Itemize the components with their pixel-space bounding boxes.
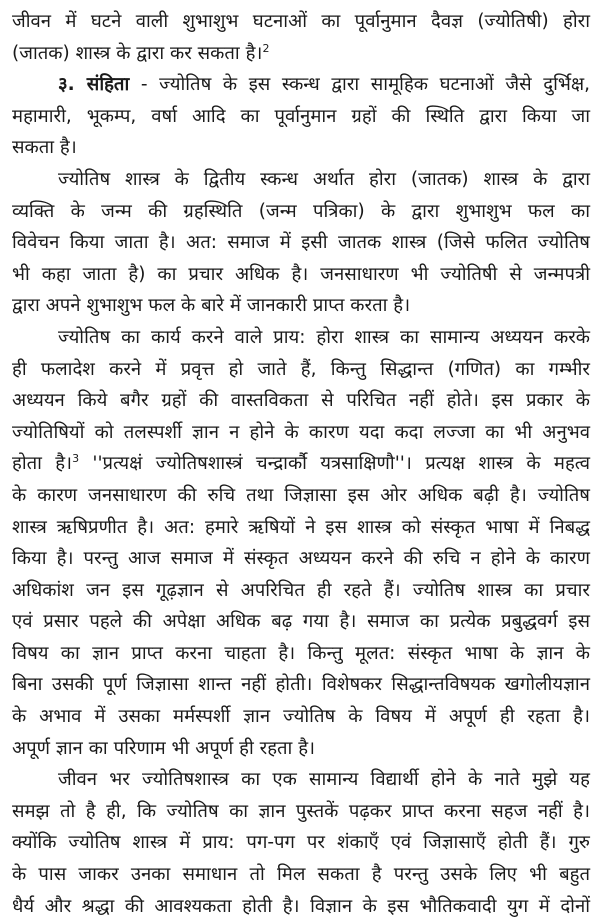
text-segment: व्यक्ति के जन्म की ग्रहस्थिति (जन्म पत्रिका) के द्वारा शुभाशुभ फल का [12, 200, 590, 222]
text-segment: अधिकांश जन इस गूढ़ज्ञान से अपरिचित ही रहते हैं। ज्योतिष शास्त्र का प्रचार [12, 579, 590, 601]
text-segment: के अभाव में उसका मर्मस्पर्शी ज्ञान ज्योतिष के विषय में अपूर्ण ही रहता है। [12, 706, 590, 728]
text-line [12, 575, 590, 607]
text-line [12, 827, 590, 859]
text-segment: जीवन में घटने वाली शुभाशुभ घटनाओं का पूर्वानुमान दैवज्ञ (ज्योतिषी) होरा [12, 11, 590, 32]
text-segment: (जातक) शास्त्र के द्वारा कर सकता है। [12, 42, 263, 64]
text-line [12, 6, 590, 38]
text-line [12, 733, 590, 765]
text-line [12, 132, 590, 164]
text-segment: विवेचन किया जाता है। अत: समाज में इसी जातक शास्त्र (जिसे फलित ज्योतिष [12, 232, 590, 254]
document-page [12, 6, 590, 922]
text-segment: ही फलादेश करने में प्रवृत्त हो जाते हैं, किन्तु सिद्धान्त (गणित) का गम्भीर [12, 358, 590, 380]
text-line [12, 859, 590, 891]
text-line [12, 322, 590, 354]
text-line [12, 764, 590, 796]
text-line [12, 512, 590, 544]
text-segment: सकता है। [12, 137, 77, 159]
text-line [12, 543, 590, 575]
text-line [12, 101, 590, 133]
text-line [12, 354, 590, 386]
text-line [12, 69, 590, 101]
section-heading: ३. संहिता [58, 74, 130, 96]
text-segment: के पास जाकर उनका समाधान तो मिल सकता है परन्तु उसके लिए भी बहुत [12, 864, 590, 886]
text-line [12, 480, 590, 512]
text-line [12, 164, 590, 196]
text-segment: द्वारा अपने शुभाशुभ फल के बारे में जानकारी प्राप्त करता है। [12, 295, 411, 317]
text-segment: अध्ययन किये बगैर ग्रहों की वास्तविकता से परिचित नहीं होते। इस प्रकार के [12, 390, 590, 412]
text-segment: विषय का ज्ञान प्राप्त करना चाहता है। किन्तु मूलत: संस्कृत भाषा के ज्ञान के [12, 642, 590, 664]
text-line [12, 701, 590, 733]
text-segment: बिना उसकी पूर्ण जिज्ञासा शान्त नहीं होती। विशेषकर सिद्धान्तविषयक खगोलीयज्ञान [12, 674, 590, 696]
text-line [12, 38, 590, 70]
text-line [12, 638, 590, 670]
text-line [12, 891, 590, 922]
text-segment: होता है। [12, 453, 73, 475]
text-line [12, 385, 590, 417]
text-line [12, 227, 590, 259]
text-segment: ज्योतिष का कार्य करने वाले प्राय: होरा शास्त्र का सामान्य अध्ययन करके [58, 326, 590, 348]
text-line [12, 196, 590, 228]
text-line [12, 448, 590, 480]
text-segment: ज्योतिष शास्त्र के द्वितीय स्कन्ध अर्थात होरा (जातक) शास्त्र के द्वारा [58, 168, 590, 190]
text-line [12, 669, 590, 701]
text-segment: अपूर्ण ज्ञान का परिणाम भी अपूर्ण ही रहता है। [12, 737, 316, 759]
text-segment: ''प्रत्यक्षं ज्योतिषशास्त्रं चन्द्रार्कौ यत्रसाक्षिणौ''। प्रत्यक्ष शास्त्र के महत्व [79, 453, 590, 475]
text-segment: समझ तो है ही, कि ज्योतिष का ज्ञान पुस्तकें पढ़कर प्राप्त करना सहज नहीं है। [12, 800, 590, 822]
text-segment: ज्योतिषियों को तलस्पर्शी ज्ञान न होने के कारण यदा कदा लज्जा का भी अनुभव [12, 421, 590, 443]
footnote-marker: 3 [72, 452, 80, 466]
text-line [12, 796, 590, 828]
footnote-marker: 2 [262, 41, 270, 55]
text-segment: क्योंकि ज्योतिष शास्त्र में प्राय: पग-पग पर शंकाएँ एवं जिज्ञासाएँ होती हैं। गुरु [12, 832, 590, 854]
text-segment: जीवन भर ज्योतिषशास्त्र का एक सामान्य विद्यार्थी होने के नाते मुझे यह [58, 769, 590, 791]
text-segment: एवं प्रसार पहले की अपेक्षा अधिक बढ़ गया है। समाज का प्रत्येक प्रबुद्धवर्ग इस [12, 611, 590, 633]
text-line [12, 606, 590, 638]
text-line [12, 259, 590, 291]
text-segment: महामारी, भूकम्प, वर्षा आदि का पूर्वानुमान ग्रहों की स्थिति द्वारा किया जा [12, 105, 590, 127]
text-segment: के कारण जनसाधारण की रुचि तथा जिज्ञासा इस ओर अधिक बढ़ी है। ज्योतिष [12, 484, 590, 506]
text-line [12, 290, 590, 322]
text-line [12, 417, 590, 449]
text-segment: - ज्योतिष के इस स्कन्ध द्वारा सामूहिक घटनाओं जैसे दुर्भिक्ष, [129, 74, 591, 96]
text-segment: धैर्य और श्रद्धा की आवश्यकता होती है। विज्ञान के इस भौतिकवादी युग में दोनों [12, 895, 590, 917]
text-segment: किया है। परन्तु आज समाज में संस्कृत अध्ययन करने की रुचि न होने के कारण [12, 548, 590, 570]
text-segment: भी कहा जाता है) का प्रचार अधिक है। जनसाधारण भी ज्योतिषी से जन्मपत्री [12, 263, 590, 285]
text-segment: शास्त्र ऋषिप्रणीत है। अत: हमारे ऋषियों ने इस शास्त्र को संस्कृत भाषा में निबद्ध [12, 516, 590, 538]
